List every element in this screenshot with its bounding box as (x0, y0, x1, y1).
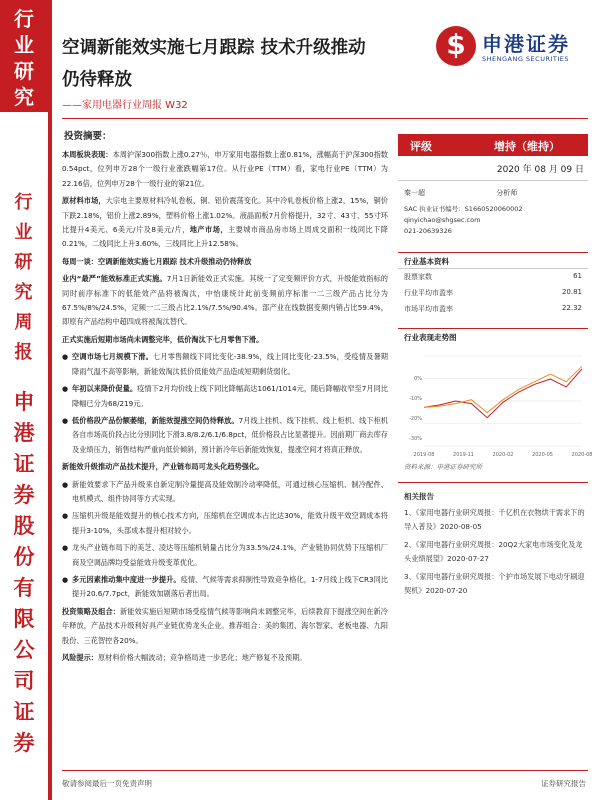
body-text: 疫情、气候等需求抑制性导致竞争格化，1-7月线上线下CR3同比提升20.6/7.7pct，新能效加剧落后者出局。 (72, 574, 388, 599)
bullet-item (62, 541, 388, 570)
divider (398, 268, 588, 269)
analyst-email[interactable]: qinyichao@shgsec.com (404, 216, 481, 224)
title-line: 空调新能效实施七月跟踪 技术升级推动 (62, 38, 366, 58)
body-text: 新能效实施后短期市场受疫情气候等影响尚未调整完毕，后续教育下提涨空间在新冷年释放，产品技术升级利好具产业链优势龙头企业。推荐组合：美的集团、海尔智家、老板电器、九阳股份、三花智控各20%。 (62, 606, 388, 645)
industry-heading: 行业基本资料 (404, 257, 449, 266)
footer-label: 证券研究报告 (541, 779, 586, 788)
sidebar-char: 申 (13, 389, 35, 414)
lead-text: 多元因素推动集中度进一步提升。 (72, 574, 181, 584)
body-text: 主要城市商品房市场上周成交面积一线同比下降0.21%，二线同比上升3.60%，三线同比上升12.58%。 (62, 225, 388, 249)
sidebar-char: 港 (13, 420, 35, 445)
bullet-item (62, 573, 388, 602)
sidebar-report-type (0, 178, 48, 363)
sidebar-char: 究 (14, 85, 34, 109)
lead-text: 空调市场七月规模下滑。 (72, 352, 153, 362)
paragraph-weekly-topic (62, 255, 388, 269)
row-value: 20.81 (561, 288, 582, 296)
report-subtitle: ——家用电器行业周报 W32 (62, 100, 188, 111)
sidebar-char: 周 (14, 312, 33, 333)
series-line (424, 366, 582, 412)
paragraph-materials (62, 194, 388, 252)
lead-text: 风险提示： (62, 653, 98, 662)
row-label: 市场平均市盈率 (404, 305, 453, 313)
x-tick-label: 2020-05 (532, 452, 553, 458)
footer-divider (62, 770, 588, 771)
lead-text: 原材料市场， (62, 196, 106, 206)
y-tick-label: -10% (409, 396, 422, 402)
chart-y-labels (409, 376, 422, 442)
sidebar-char: 行 (14, 7, 34, 31)
rating-value: 增持（维持） (494, 140, 560, 153)
body-text: 七月零售额线下同比变化-38.9%，线上同比变化-23.5%，受疫情及暑期降雨气温不高等影响，新能效淘汰低价低能效产品造成短期剩货弱化。 (72, 352, 388, 376)
analyst-name: 秦一超 (404, 189, 425, 197)
bullet-item (62, 414, 388, 457)
logo-icon (436, 26, 476, 66)
lead-text: 年初以来降价促量。 (72, 384, 138, 394)
divider (398, 180, 588, 181)
industry-row (404, 304, 582, 314)
row-value: 22.32 (561, 304, 582, 312)
body-text: 压缩机升级是能效提升的核心技术方向，压缩机在空调成本占比达30%，能效升级平效空调成本将提升3-10%，头部成本提升相对较小。 (72, 511, 388, 535)
sidebar-category (0, 0, 48, 112)
sac-cert: SAC 执业证书编号：S1660520060002 (404, 205, 523, 213)
sidebar (0, 0, 50, 800)
rating-label: 评级 (410, 140, 432, 153)
logo-name: 申港证券 (482, 32, 570, 56)
paragraph-market (62, 148, 388, 191)
trend-heading: 行业表现走势图 (404, 333, 457, 342)
industry-row (404, 288, 582, 298)
body-text: 龙头产业链布局下的美芝、凌达等压缩机销量占比分为33.5%/24.1%，产业链协同优势下压缩机厂商及空调品牌均受益能效升级变革优化。 (72, 543, 388, 567)
sidebar-char: 券 (13, 482, 35, 507)
body-text: 疫情下2月均价线上线下同比降幅高达1061/1014元，随后降幅收窄至7月同比降幅已分为68/219元。 (72, 384, 388, 408)
company-logo (436, 26, 586, 70)
y-tick-label: -20% (409, 416, 422, 422)
title-line: 仍待释放 (62, 70, 132, 90)
x-tick-label: 2019-08 (413, 452, 435, 458)
report-link[interactable]: 1、《家用电器行业研究周报：千亿机在衣物烘干需求下的导入普及》2020-08-05 (404, 508, 585, 531)
sidebar-char: 份 (13, 544, 35, 569)
series-line (424, 369, 582, 418)
industry-row (404, 272, 582, 282)
sidebar-char: 报 (14, 342, 33, 363)
report-date: 2020 年 08 月 09 日 (496, 165, 584, 175)
body-text: 大宗电主要原材料冷轧卷板、铜、铝价震荡变化。其中冷轧卷板价格上涨2，15%，铜价下跌2.18%，铝价上涨2.89%，塑料价格上涨1.02%。液晶面板7月价格提升，32寸、43寸、55寸环比提升4美元、6美元/片及8美元/片， (62, 196, 388, 235)
paragraph-standard (62, 272, 388, 330)
report-title (62, 32, 422, 96)
paragraph-strategy (62, 605, 388, 648)
body-text: 本周沪深300指数上涨0.27％，申万家用电器指数上涨0.81%，涨幅高于沪深300指数0.54pct，位列申万28个一级行业涨跌幅第17位。从行业PE（TTM）看，家电行业PE（TTM）为22.16倍，位列申万28个一级行业的第21位。 (62, 150, 388, 188)
x-tick-label: 2019-11 (453, 452, 474, 458)
reports-heading: 相关报告 (404, 492, 434, 501)
lead-text: 业内“最严”能效标准正式实施。 (62, 274, 167, 284)
body-text: 7月线上挂机、线下挂机、线上柜机、线下柜机各自市场高价段占比分别同比下滑3.8/8.2/6.1/6.8pct，低价格段占比显著提升。因前期厂商去库存及业绩压力，销售结构严重向低价倾斜，预计新冷年后新能效恢复，提涨空间才将真正释放。 (72, 415, 388, 454)
paragraph-risk (62, 651, 388, 665)
chart-x-labels (414, 452, 593, 458)
analyst-phone: 021-20639326 (404, 227, 452, 235)
chart-source: 资料来源：申港证券研究所 (404, 463, 482, 471)
row-value: 61 (573, 272, 582, 280)
bullet-item (62, 509, 388, 538)
row-label: 行业平均市盈率 (404, 289, 453, 297)
sidebar-strip (48, 0, 52, 800)
sidebar-char: 公 (13, 637, 35, 662)
lead-text: 投资策略及组合： (62, 606, 120, 616)
analyst-title: 分析师 (496, 189, 518, 197)
y-tick-label: 0% (414, 376, 422, 382)
paragraph-july (62, 333, 388, 347)
x-tick-label: 2020-08 (571, 452, 593, 458)
sidebar-char: 有 (13, 575, 35, 600)
paragraph-upgrade (62, 460, 388, 474)
disclaimer-note[interactable]: 敬请参阅最后一页免责声明 (62, 779, 152, 788)
sidebar-char: 券 (13, 730, 35, 755)
header-divider (62, 118, 588, 119)
sidebar-char: 限 (13, 606, 35, 631)
analyst-contact (404, 204, 584, 237)
sidebar-char: 司 (13, 668, 35, 693)
investment-summary (62, 128, 388, 668)
divider (398, 482, 588, 483)
lead-text: 低价格段产品份额萎缩，新能效提涨空间仍待释放。 (72, 415, 239, 425)
chart-lines (424, 366, 582, 417)
summary-heading: 投资摘要： (64, 131, 112, 142)
lead-text: 新能效升级推动产品技术提升，产业链布局可龙头化趋势强化。 (62, 462, 264, 472)
report-link[interactable]: 3、《家用电器行业研究周报：个护市场发展下电动牙刷迎契机》2020-07-20 (404, 572, 585, 595)
lead-text: 本周板块表现： (62, 150, 113, 159)
related-reports (404, 490, 586, 602)
bullet-item (62, 382, 388, 411)
y-tick-label: -30% (409, 436, 422, 442)
lead-text: 地产市场， (189, 225, 228, 235)
sidebar-char: 股 (13, 513, 35, 538)
lead-text: 每周一谈：空调新能效实施七月跟踪 技术升级推动仍待释放 (62, 256, 252, 266)
sidebar-char: 业 (14, 33, 34, 57)
report-link[interactable]: 2、《家用电器行业研究周报：20Q2大家电市场变化及龙头业绩展望》2020-07-27 (404, 540, 583, 563)
sidebar-company (0, 378, 48, 755)
trend-chart (402, 350, 593, 460)
logo-english: SHENGANG SECURITIES (482, 55, 570, 63)
divider (398, 252, 588, 253)
body-text: 新能效要求下产品升级来自新定制冷量提高及能效制冷动率降低，可通过核心压缩机、制冷配件、电机模式、组件协同等方式实现。 (72, 479, 388, 503)
lead-text: 正式实施后短期市场尚未调整完毕，低价淘汰下七月零售下滑。 (62, 334, 264, 344)
bullet-item (62, 350, 388, 379)
x-tick-label: 2020-02 (492, 452, 514, 458)
sidebar-char: 业 (14, 222, 33, 243)
sidebar-char: 研 (14, 252, 33, 273)
chart-grid (424, 356, 582, 446)
divider (398, 328, 588, 329)
rating-bar (398, 134, 588, 156)
sidebar-char: 究 (14, 282, 33, 303)
row-label: 股票家数 (404, 273, 432, 281)
analyst-row (404, 188, 584, 198)
sidebar-char: 证 (13, 699, 35, 724)
sidebar-char: 行 (14, 192, 33, 213)
sidebar-char: 证 (13, 451, 35, 476)
sidebar-char: 研 (14, 59, 34, 83)
body-text: 7月1日新能效正式实施。其统一了定变频评价方式，升级能效指标的同时前序标准下的低能效产品将被淘汰，中怡康统计此前变频前序标准一二三级产品占比分为67.5%/8%/24.5%，定频一二三级占比2.1%/7.5%/90.4%。部产业在线数据变频内销占比59.4%，即原有产品结构中超四成将被淘汰替代。 (62, 274, 388, 327)
bullet-item (62, 478, 388, 507)
body-text: 原材料价格大幅波动；竞争格局进一步恶化；地产修复不及预期。 (97, 653, 307, 662)
